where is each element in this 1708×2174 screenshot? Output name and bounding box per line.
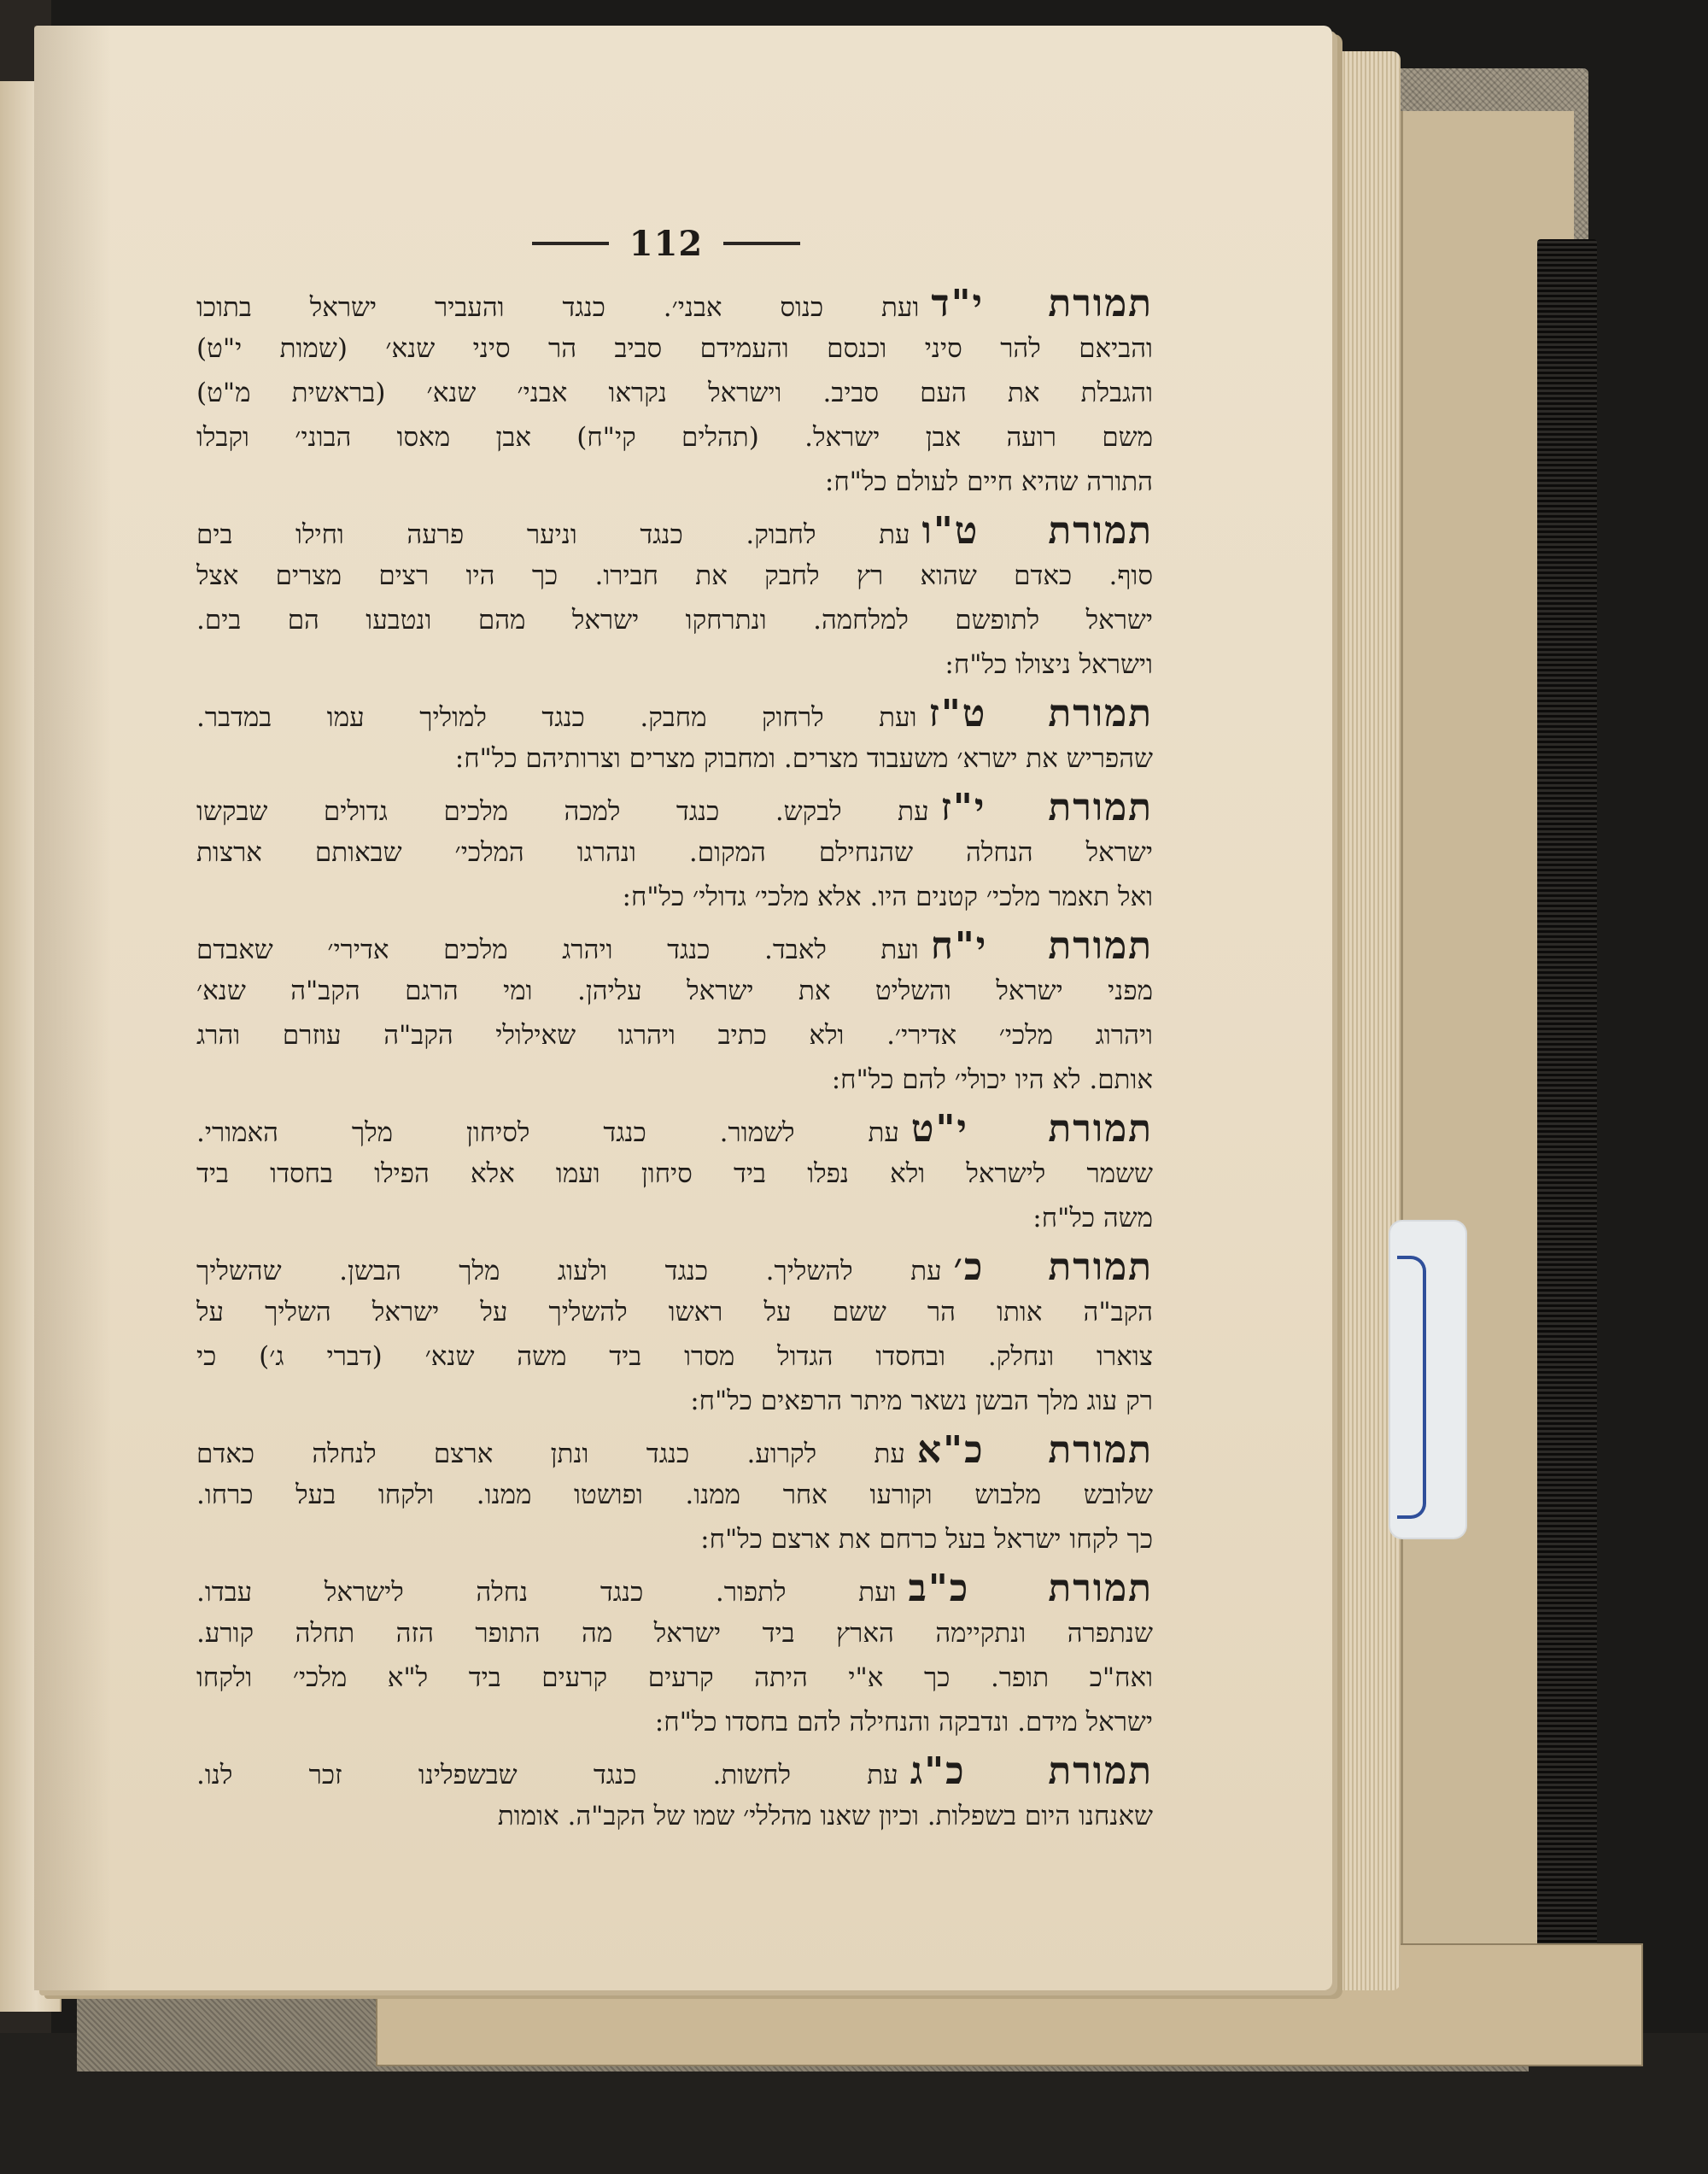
line-text: שנתפרה ונתקיימה הארץ ביד ישראל מה התופר הזה תחלה קורע. (196, 1618, 1153, 1649)
line-text: ישראל לתופשם למלחמה. ונתרחקו ישראל מהם ונטבעו הם בים. (196, 605, 1153, 636)
text-block (196, 282, 1153, 1956)
section-first-line (196, 1567, 1153, 1611)
text-line (196, 736, 1153, 781)
line-text: שלובש מלבוש וקורעו אחר ממנו. ופושטו ממנו. ולקחו בעל כרחו. (196, 1480, 1153, 1510)
text-line (196, 1334, 1153, 1379)
header-rule-right (723, 242, 800, 245)
line-text: וישראל ניצולו כל"ח: (945, 649, 1153, 680)
book-spine (1537, 239, 1597, 1973)
text-line (196, 1196, 1153, 1240)
section-heading: תמורת י"ח (930, 924, 1153, 968)
section-heading: תמורת י"ט (910, 1107, 1153, 1151)
section-first-line (196, 1749, 1153, 1794)
text-line (196, 598, 1153, 642)
text-line (196, 1290, 1153, 1334)
section-heading: תמורת י"ז (940, 786, 1153, 829)
section-heading: תמורת ט"ז (928, 692, 1153, 735)
line-text: ישראל הנחלה שהנחילם המקום. ונהרגו המלכי׳ שבאותם ארצות (196, 837, 1153, 868)
text-line (196, 642, 1153, 687)
line-text: ואל תאמר מלכי׳ קטנים היו. אלא מלכי׳ גדולי׳ כל"ח: (622, 882, 1153, 912)
section-heading: תמורת ט"ו (921, 509, 1153, 553)
text-line (196, 1379, 1153, 1423)
line-text: ועת לאבד. כנגד ויהרג מלכים אדירי׳ שאבדם (196, 935, 919, 965)
section-first-line (196, 1245, 1153, 1290)
line-text: כך לקחו ישראל בעל כרחם את ארצם כל"ח: (700, 1524, 1153, 1555)
line-text: ישראל מידם. ונדבקה והנחילה להם בחסדו כל"ח: (654, 1707, 1153, 1737)
line-text: ועת לרחוק מחבק. כנגד למוליך עמו במדבר. (196, 702, 917, 733)
text-line (196, 1794, 1153, 1838)
text-line (196, 1013, 1153, 1058)
text-section (196, 1428, 1153, 1562)
line-text: סוף. כאדם שהוא רץ לחבק את חבירו. כך היו רצים מצרים אצל (196, 560, 1153, 591)
line-text: הקב"ה אותו הר ששם על ראשו להשליך על ישראל השליך על (196, 1297, 1153, 1327)
line-text: התורה שהיא חיים לעולם כל"ח: (824, 466, 1153, 497)
text-line (196, 1151, 1153, 1196)
line-text: שאנחנו היום בשפלות. וכיון שאנו מהללי׳ שמו של הקב"ה. אומות (497, 1801, 1153, 1831)
line-text: ויהרוג מלכי׳ אדירי׳. ולא כתיב ויהרגו שאילולי הקב"ה עוזרם והרג (196, 1020, 1153, 1051)
text-section (196, 1107, 1153, 1240)
line-text: ועת לתפור. כנגד נחלה לישראל עבדו. (196, 1577, 897, 1608)
text-line (196, 1058, 1153, 1102)
book-page (34, 26, 1332, 1990)
line-text: ששמר לישראל ולא נפלו ביד סיחון ועמו אלא הפילו בחסדו ביד (196, 1158, 1153, 1189)
text-section (196, 1567, 1153, 1744)
text-section (196, 1749, 1153, 1838)
text-line (196, 460, 1153, 504)
section-first-line (196, 692, 1153, 736)
section-first-line (196, 1428, 1153, 1473)
text-line (196, 969, 1153, 1013)
line-text: רק עוג מלך הבשן נשאר מיתר הרפאים כל"ח: (690, 1386, 1153, 1416)
text-line (196, 326, 1153, 371)
text-section (196, 1245, 1153, 1423)
line-text: שהפריש את ישרא׳ משעבוד מצרים. ומחבוק מצרים וצרותיהם כל"ח: (454, 743, 1153, 774)
line-text: עת להשליך. כנגד ולעוג מלך הבשן. שהשליך (196, 1256, 942, 1286)
section-first-line (196, 786, 1153, 830)
line-text: אותם. לא היו יכולי׳ להם כל"ח: (831, 1064, 1153, 1095)
line-text: ואח"כ תופר. כך א"י היתה קרעים קרעים ביד ל"א מלכי׳ ולקחו (196, 1662, 1153, 1693)
text-section (196, 924, 1153, 1102)
line-text: עת לקרוע. כנגד ונתן ארצם לנחלה כאדם (196, 1439, 905, 1469)
header-rule-left (532, 242, 609, 245)
line-text: עת לבקש. כנגד למכה מלכים גדולים שבקשו (196, 796, 929, 827)
text-line (196, 1473, 1153, 1517)
line-text: והביאם להר סיני וכנסם והעמידם סביב הר סיני שנא׳ (שמות י"ט) (196, 333, 1153, 364)
line-text: מפני ישראל והשליט את ישראל עליהן. ומי הרגם הקב"ה שנא׳ (196, 976, 1153, 1006)
section-heading: תמורת י"ד (931, 282, 1153, 325)
text-line (196, 830, 1153, 875)
line-text: עת לחבוק. כנגד וניער פרעה וחילו בים (196, 519, 910, 550)
text-line (196, 371, 1153, 415)
text-line (196, 1700, 1153, 1744)
text-line (196, 875, 1153, 919)
line-text: ועת כנוס אבני׳. כנגד והעביר ישראל בתוכו (196, 292, 920, 323)
text-section (196, 282, 1153, 504)
line-text: משה כל"ח: (1032, 1203, 1153, 1233)
text-line (196, 1655, 1153, 1700)
line-text: עת לשמור. כנגד לסיחון מלך האמורי. (196, 1117, 899, 1148)
line-text: עת לחשות. כנגד שבשפלינו זכר לנו. (196, 1760, 898, 1790)
line-text: והגבלת את העם סביב. וישראל נקראו אבני׳ שנא׳ (בראשית מ"ט) (196, 378, 1153, 408)
section-first-line (196, 282, 1153, 326)
section-first-line (196, 924, 1153, 969)
section-heading: תמורת כ"ג (910, 1749, 1153, 1793)
section-first-line (196, 509, 1153, 554)
section-heading: תמורת כ׳ (953, 1245, 1153, 1289)
text-line (196, 1517, 1153, 1562)
line-text: צוארו ונחלק. ובחסדו הגדול מסרו ביד משה שנא׳ (דברי ג׳) כי (196, 1341, 1153, 1372)
page-number: 112 (629, 223, 704, 264)
section-heading: תמורת כ"א (916, 1428, 1153, 1472)
text-section (196, 692, 1153, 781)
text-line (196, 554, 1153, 598)
text-section (196, 786, 1153, 919)
text-line (196, 415, 1153, 460)
section-heading: תמורת כ"ב (908, 1567, 1153, 1610)
text-line (196, 1611, 1153, 1655)
section-first-line (196, 1107, 1153, 1151)
text-section (196, 509, 1153, 687)
line-text: משם רועה אבן ישראל. (תהלים קי"ח) אבן מאסו הבוני׳ וקבלו (196, 422, 1153, 453)
page-header (512, 214, 820, 273)
bookmark-clip-icon (1397, 1256, 1426, 1519)
